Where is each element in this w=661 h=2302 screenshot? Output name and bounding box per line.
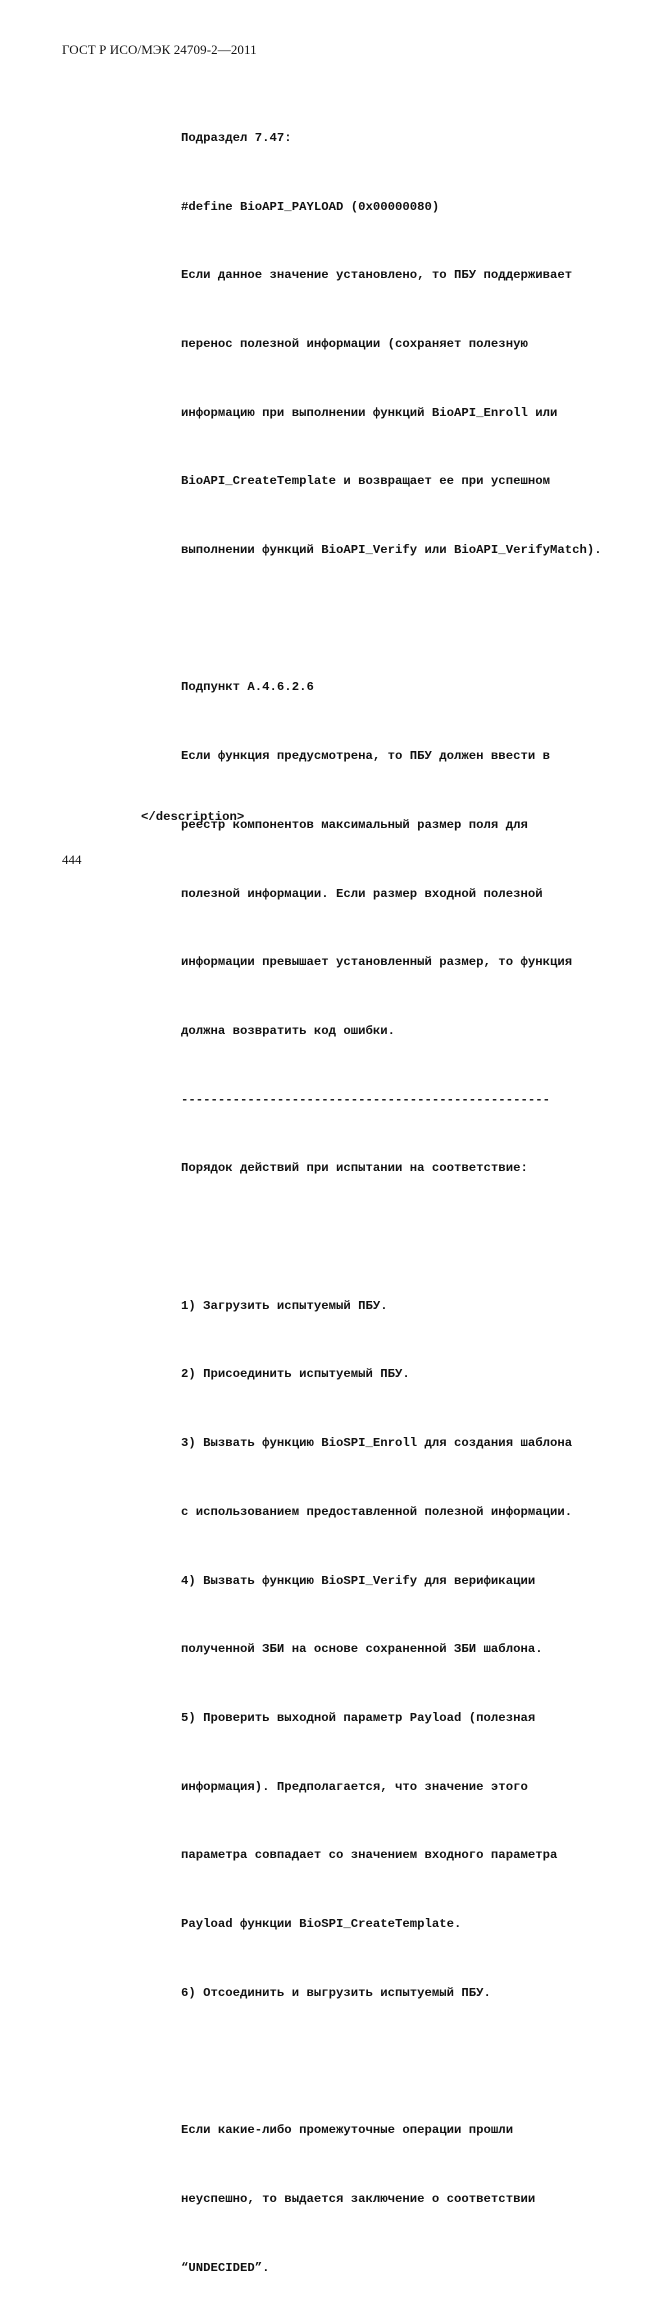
list-item: 4) Вызвать функцию BioSPI_Verify для верификации: [181, 1573, 536, 1588]
document-body: [181, 81, 621, 2302]
blank-line: [181, 1226, 621, 1249]
text-line: должна возвратить код ошибки.: [181, 1023, 396, 1038]
text-line: BioAPI_CreateTemplate и возвращает ее при успешном: [181, 474, 550, 489]
list-item: информация). Предполагается, что значение этого: [181, 1779, 528, 1794]
blank-line: [181, 2051, 621, 2074]
text-line: полезной информации. Если размер входной полезной: [181, 886, 543, 901]
text-line: реестр компонентов максимальный размер поля для: [181, 817, 528, 832]
text-line: информации превышает установленный размер, то функция: [181, 955, 573, 970]
list-item: Payload функции BioSPI_CreateTemplate.: [181, 1917, 462, 1932]
text-line: Подраздел 7.47:: [181, 130, 292, 145]
separator-line: --------------------------------------------------: [181, 1092, 550, 1107]
text-line: выполнении функций BioAPI_Verify или BioAPI_VerifyMatch).: [181, 543, 602, 558]
list-item: параметра совпадает со значением входного параметра: [181, 1848, 558, 1863]
list-item: 5) Проверить выходной параметр Payload (полезная: [181, 1710, 536, 1725]
text-line: Если функция предусмотрена, то ПБУ должен ввести в: [181, 749, 550, 764]
list-item: 2) Присоединить испытуемый ПБУ.: [181, 1367, 410, 1382]
text-line: Если данное значение установлено, то ПБУ поддерживает: [181, 268, 573, 283]
list-item: 3) Вызвать функцию BioSPI_Enroll для создания шаблона: [181, 1436, 573, 1451]
document-standard-header: ГОСТ Р ИСО/МЭК 24709-2—2011: [62, 42, 257, 57]
list-item: полученной ЗБИ на основе сохраненной ЗБИ шаблона.: [181, 1642, 543, 1657]
page-number: 444: [62, 852, 82, 867]
text-line: Если какие-либо промежуточные операции прошли: [181, 2123, 514, 2138]
list-item: 1) Загрузить испытуемый ПБУ.: [181, 1298, 388, 1313]
text-line: Подпункт А.4.6.2.6: [181, 680, 314, 695]
text-line: информацию при выполнении функций BioAPI_Enroll или: [181, 405, 558, 420]
blank-line: [181, 608, 621, 631]
text-line: “UNDECIDED”.: [181, 2260, 270, 2275]
closing-description-tag: </description>: [141, 810, 245, 824]
text-line: #define BioAPI_PAYLOAD (0x00000080): [181, 199, 440, 214]
list-item: с использованием предоставленной полезной информации.: [181, 1504, 573, 1519]
text-line: неуспешно, то выдается заключение о соответствии: [181, 2191, 536, 2206]
text-line: перенос полезной информации (сохраняет полезную: [181, 336, 528, 351]
text-line: Порядок действий при испытании на соответствие:: [181, 1161, 528, 1176]
list-item: 6) Отсоединить и выгрузить испытуемый ПБУ.: [181, 1985, 491, 2000]
